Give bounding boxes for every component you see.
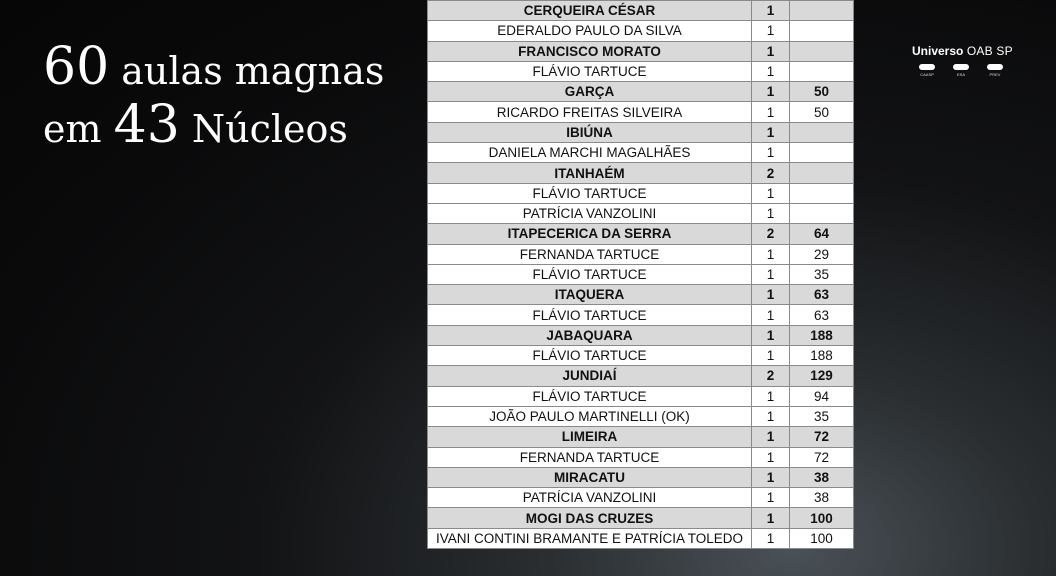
nucleus-row [428,163,854,183]
speaker-row [428,21,854,41]
row-total-cell: 63 [790,305,854,325]
row-name-cell: CERQUEIRA CÉSAR [428,1,752,21]
row-count-cell: 1 [752,264,790,284]
logo-mark-caption: CAASP [920,72,934,77]
title-line-2-text: Núcleos [179,107,348,152]
row-total-cell: 63 [790,285,854,305]
title-line-1-text: aulas magnas [109,49,385,93]
row-count-cell: 1 [752,447,790,467]
logo-marks [912,64,1022,77]
row-count-cell: 1 [752,82,790,102]
logo-mark-esa [952,64,970,77]
row-name-cell: JOÃO PAULO MARTINELLI (OK) [428,406,752,426]
speaker-row [428,386,854,406]
row-count-cell: 1 [752,244,790,264]
speaker-row [428,203,854,223]
oab-mark-icon [919,64,935,70]
lecture-count: 60 [43,37,110,97]
row-total-cell [790,122,854,142]
row-total-cell: 72 [790,427,854,447]
speaker-row [428,488,854,508]
row-count-cell: 2 [752,224,790,244]
row-total-cell: 100 [790,508,854,528]
speaker-row [428,183,854,203]
nucleus-row [428,41,854,61]
logo-brand-bold: Universo [912,44,964,58]
row-total-cell [790,183,854,203]
speaker-row [428,264,854,284]
nucleus-row [428,366,854,386]
nucleus-count: 43 [113,95,180,156]
row-name-cell: PATRÍCIA VANZOLINI [428,203,752,223]
row-count-cell: 1 [752,488,790,508]
row-name-cell: RICARDO FREITAS SILVEIRA [428,102,752,122]
speaker-row [428,447,854,467]
row-name-cell: FLÁVIO TARTUCE [428,183,752,203]
row-count-cell: 1 [752,41,790,61]
row-count-cell: 1 [752,325,790,345]
logo-brand-light: OAB SP [963,44,1013,58]
row-total-cell [790,41,854,61]
row-name-cell: LIMEIRA [428,427,752,447]
row-name-cell: FLÁVIO TARTUCE [428,386,752,406]
row-total-cell [790,61,854,81]
speaker-row [428,143,854,163]
speaker-row [428,346,854,366]
speaker-row [428,406,854,426]
row-name-cell: ITAPECERICA DA SERRA [428,224,752,244]
row-name-cell: FERNANDA TARTUCE [428,244,752,264]
row-count-cell: 1 [752,467,790,487]
speaker-row [428,528,854,548]
row-name-cell: JABAQUARA [428,325,752,345]
row-name-cell: FLÁVIO TARTUCE [428,264,752,284]
row-name-cell: FLÁVIO TARTUCE [428,346,752,366]
row-count-cell: 1 [752,102,790,122]
nucleus-row [428,122,854,142]
logo-mark-prev [986,64,1004,77]
row-name-cell: MIRACATU [428,467,752,487]
row-count-cell: 1 [752,508,790,528]
row-name-cell: DANIELA MARCHI MAGALHÃES [428,143,752,163]
nucleus-row [428,224,854,244]
row-total-cell: 188 [790,346,854,366]
nucleus-row [428,508,854,528]
row-name-cell: ITAQUERA [428,285,752,305]
row-total-cell: 72 [790,447,854,467]
row-name-cell: MOGI DAS CRUZES [428,508,752,528]
nucleus-row [428,325,854,345]
logo-mark-caption: PREV [989,72,1001,77]
logo-wordmark [912,44,1022,58]
row-total-cell: 50 [790,102,854,122]
row-count-cell: 2 [752,366,790,386]
row-count-cell: 1 [752,21,790,41]
row-name-cell: ITANHAÉM [428,163,752,183]
logo-mark-caasp [918,64,936,77]
row-count-cell: 1 [752,528,790,548]
row-total-cell: 129 [790,366,854,386]
oab-mark-icon [953,64,969,70]
row-count-cell: 1 [752,203,790,223]
row-total-cell: 35 [790,264,854,284]
row-count-cell: 1 [752,285,790,305]
universo-oab-logo [912,44,1022,77]
row-count-cell: 2 [752,163,790,183]
row-count-cell: 1 [752,406,790,426]
nucleus-row [428,427,854,447]
row-total-cell: 50 [790,82,854,102]
nucleus-row [428,82,854,102]
row-total-cell [790,143,854,163]
row-total-cell [790,1,854,21]
speaker-row [428,244,854,264]
row-total-cell: 38 [790,488,854,508]
row-count-cell: 1 [752,143,790,163]
title-line-2 [43,96,384,154]
logo-mark-caption: ESA [956,72,965,77]
speaker-row [428,102,854,122]
row-total-cell: 94 [790,386,854,406]
row-total-cell [790,203,854,223]
row-total-cell: 29 [790,244,854,264]
row-total-cell [790,21,854,41]
row-total-cell: 64 [790,224,854,244]
row-name-cell: PATRÍCIA VANZOLINI [428,488,752,508]
row-name-cell: IVANI CONTINI BRAMANTE E PATRÍCIA TOLEDO [428,528,752,548]
speaker-row [428,61,854,81]
row-name-cell: EDERALDO PAULO DA SILVA [428,21,752,41]
row-count-cell: 1 [752,346,790,366]
row-name-cell: FLÁVIO TARTUCE [428,61,752,81]
oab-mark-icon [987,64,1003,70]
row-count-cell: 1 [752,305,790,325]
lectures-table-container [427,0,853,549]
row-total-cell: 188 [790,325,854,345]
row-name-cell: GARÇA [428,82,752,102]
row-count-cell: 1 [752,386,790,406]
row-name-cell: FERNANDA TARTUCE [428,447,752,467]
nucleus-row [428,285,854,305]
slide-title [43,38,384,154]
lectures-table-body [428,1,854,549]
lectures-table [427,0,854,549]
row-total-cell: 35 [790,406,854,426]
nucleus-row [428,467,854,487]
row-count-cell: 1 [752,122,790,142]
row-count-cell: 1 [752,1,790,21]
row-count-cell: 1 [752,61,790,81]
row-total-cell: 100 [790,528,854,548]
nucleus-row [428,1,854,21]
title-line-1 [43,38,384,96]
row-name-cell: IBIÚNA [428,122,752,142]
row-count-cell: 1 [752,183,790,203]
speaker-row [428,305,854,325]
row-name-cell: FLÁVIO TARTUCE [428,305,752,325]
row-total-cell: 38 [790,467,854,487]
row-name-cell: JUNDIAÍ [428,366,752,386]
row-total-cell [790,163,854,183]
row-name-cell: FRANCISCO MORATO [428,41,752,61]
row-count-cell: 1 [752,427,790,447]
title-line-2-prefix: em [43,107,114,152]
